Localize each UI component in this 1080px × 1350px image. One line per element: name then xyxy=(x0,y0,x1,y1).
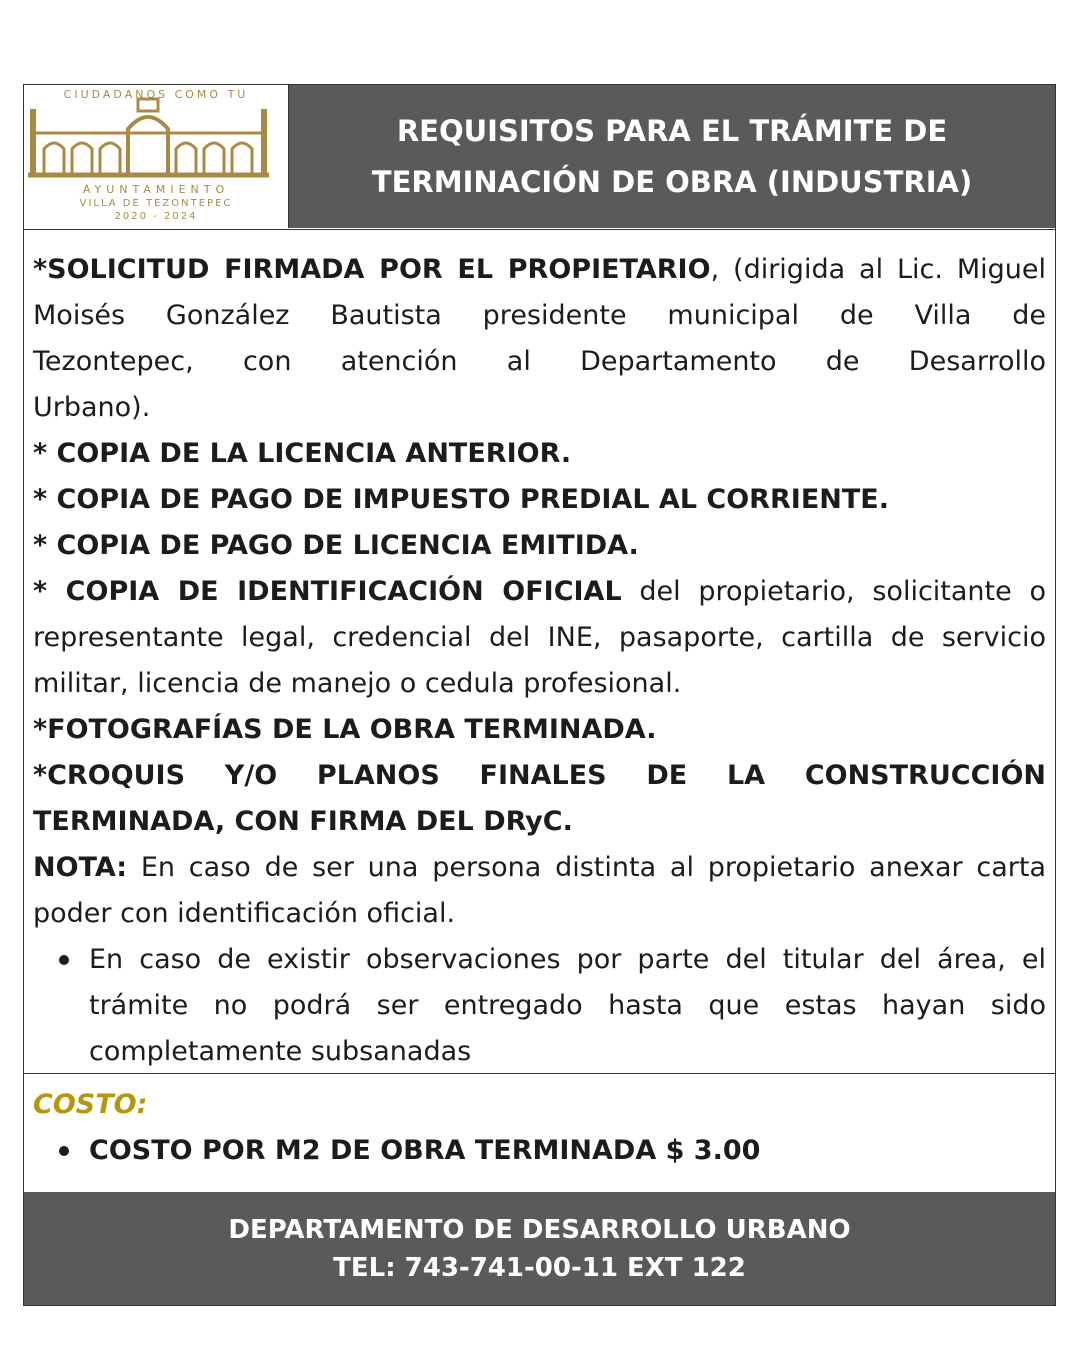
cost-list xyxy=(33,1128,1046,1174)
requirement-plans-line1: *CROQUIS Y/O PLANOS FINALES DE LA CONSTRUCCIÓN xyxy=(33,760,1046,791)
requirement-signed-request-line3 xyxy=(33,385,1046,431)
requirement-official-id-text: del propietario, solicitante o representante legal, credencial del INE, pasaporte, cartilla de servicio militar, licencia de manejo o cedula profesional. xyxy=(33,576,1046,699)
requirement-official-id xyxy=(33,569,1046,707)
logo-text-years: 2020 - 2024 xyxy=(114,211,198,222)
cost-item: COSTO POR M2 DE OBRA TERMINADA $ 3.00 xyxy=(33,1128,1046,1174)
note-bullets xyxy=(33,937,1046,1075)
header xyxy=(24,85,1055,230)
page-title xyxy=(372,106,972,208)
requirement-signed-request-text-b: Tezontepec, con atención al Departamento de Desarrollo xyxy=(33,346,1046,377)
logo-text-name: VILLA DE TEZONTEPEC xyxy=(79,198,233,209)
requirement-photos: *FOTOGRAFÍAS DE LA OBRA TERMINADA. xyxy=(33,714,657,745)
note-text: En caso de ser una persona distinta al propietario anexar carta poder con identificación oficial. xyxy=(33,852,1046,929)
requirements-list xyxy=(33,247,1046,1075)
note-label: NOTA: xyxy=(33,852,128,883)
cost-bullets xyxy=(33,1128,1046,1174)
requirement-signed-request-text-a: , (dirigida al Lic. Miguel Moisés González Bautista presidente municipal de Villa de xyxy=(33,254,1046,331)
requirement-license-payment: * COPIA DE PAGO DE LICENCIA EMITIDA. xyxy=(33,530,639,561)
requirements-section xyxy=(24,230,1055,1074)
title-line-2: TERMINACIÓN DE OBRA (INDUSTRIA) xyxy=(371,164,973,199)
requirement-plans-line2: TERMINADA, CON FIRMA DEL DRyC. xyxy=(33,806,573,837)
municipal-building-logo-icon xyxy=(24,85,287,228)
title-line-1: REQUISITOS PARA EL TRÁMITE DE xyxy=(396,113,948,148)
logo-text-ayuntamiento: AYUNTAMIENTO xyxy=(82,183,230,196)
list-item: En caso de existir observaciones por parte del titular del área, el trámite no podrá ser entregado hasta que estas hayan sido completamente subsanadas xyxy=(33,937,1046,1075)
logo-text-top: CIUDADANOS COMO TU xyxy=(63,88,249,101)
municipal-logo xyxy=(24,85,289,228)
cost-section xyxy=(24,1074,1055,1192)
department-phone: TEL: 743-741-00-11 EXT 122 xyxy=(333,1252,746,1283)
note xyxy=(33,845,1046,937)
requirement-signed-request xyxy=(33,247,1046,339)
requirement-signed-request-line2 xyxy=(33,339,1046,385)
requirements-sheet xyxy=(23,84,1056,1306)
title-banner xyxy=(289,85,1055,228)
cost-label: COSTO: xyxy=(33,1089,148,1120)
requirement-signed-request-text-c: Urbano). xyxy=(33,392,151,423)
requirement-property-tax: * COPIA DE PAGO DE IMPUESTO PREDIAL AL CORRIENTE. xyxy=(33,484,889,515)
department-name: DEPARTAMENTO DE DESARROLLO URBANO xyxy=(228,1214,851,1245)
footer xyxy=(24,1192,1055,1305)
requirement-official-id-title: * COPIA DE IDENTIFICACIÓN OFICIAL xyxy=(33,576,622,607)
requirement-previous-license: * COPIA DE LA LICENCIA ANTERIOR. xyxy=(33,438,572,469)
requirement-signed-request-title: *SOLICITUD FIRMADA POR EL PROPIETARIO xyxy=(33,254,711,285)
